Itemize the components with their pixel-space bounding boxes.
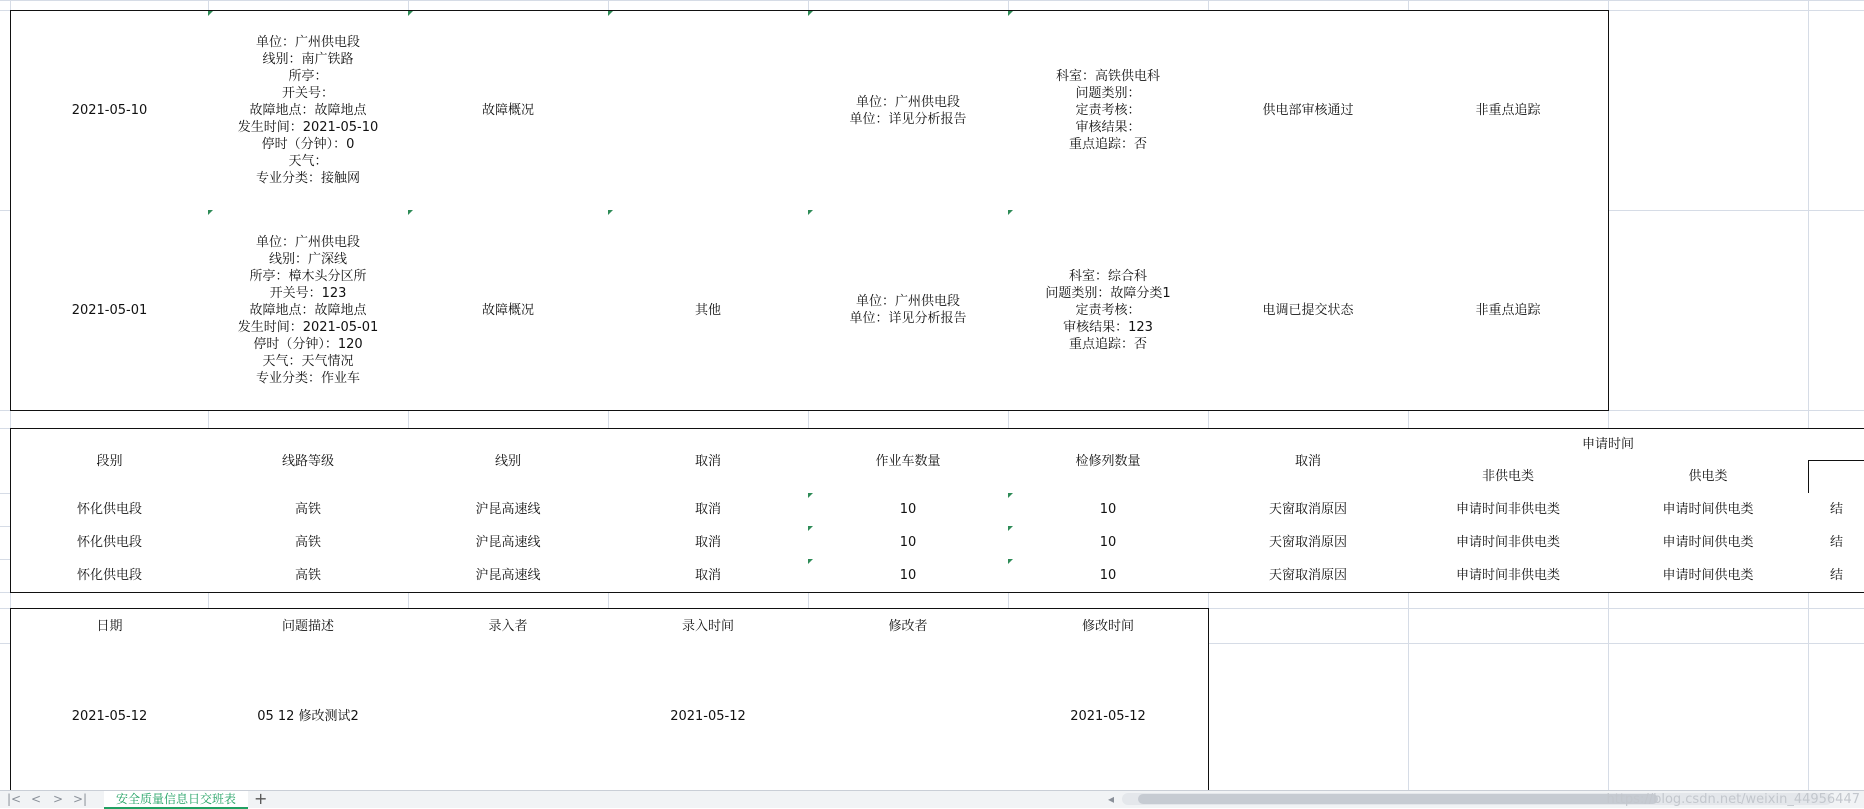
table-row-cell[interactable]: [608, 643, 809, 790]
column-header[interactable]: [808, 608, 1009, 644]
record-analysis-cell-text: 单位：广州供电段 单位：详见分析报告: [849, 94, 967, 127]
sub-header[interactable]: [1608, 460, 1809, 494]
record-dept-cell-text: 科室：高铁供电科 问题类别： 定责考核： 审核结果： 重点追踪：否: [1055, 69, 1160, 152]
record-date-cell[interactable]: [10, 210, 209, 411]
last-sheet-button[interactable]: >|: [72, 792, 88, 806]
comment-marker-icon: [808, 493, 813, 498]
sub-header-text: 供电类: [1688, 469, 1728, 484]
record-type-cell[interactable]: [608, 10, 809, 211]
table-row-cell[interactable]: [608, 526, 809, 560]
table-row-cell-text: 结: [1829, 535, 1843, 550]
column-header-text: 日期: [96, 618, 123, 634]
table-row-cell-text: 申请时间供电类: [1662, 535, 1754, 550]
table-row-cell-text: 高铁: [294, 502, 321, 517]
record-track-cell-text: 非重点追踪: [1475, 302, 1541, 318]
table-row-cell-text: 2021-05-12: [670, 709, 746, 724]
comment-marker-icon: [808, 526, 813, 531]
sheet-tab-bar: [0, 790, 1864, 808]
record-dept-cell[interactable]: [1008, 210, 1209, 411]
column-header-text: 取消: [694, 453, 721, 469]
table-row-cell-text: 怀化供电段: [76, 502, 142, 517]
table-row-cell-text: 10: [1099, 568, 1117, 583]
column-header-text: 修改者: [888, 618, 928, 634]
column-header[interactable]: [208, 608, 409, 644]
comment-marker-icon: [1008, 493, 1013, 498]
table-row-cell-text: 沪昆高速线: [475, 502, 541, 517]
record-type-cell-text: 其他: [694, 302, 721, 318]
comment-marker-icon: [208, 11, 213, 16]
record-info-cell[interactable]: [208, 210, 409, 411]
table-row-cell-text: 申请时间供电类: [1662, 568, 1754, 583]
comment-marker-icon: [1008, 526, 1013, 531]
column-header[interactable]: [1008, 428, 1209, 494]
comment-marker-icon: [608, 210, 613, 215]
column-header-text: 录入时间: [681, 618, 734, 634]
table-row-cell[interactable]: [608, 493, 809, 527]
record-status-cell-text: 供电部审核通过: [1262, 103, 1354, 118]
watermark-text: https://blog.csdn.net/weixin_44956447: [1606, 792, 1860, 807]
column-header[interactable]: [808, 428, 1009, 494]
table-row-cell[interactable]: [1408, 493, 1609, 527]
table-row-cell[interactable]: [808, 559, 1009, 593]
column-header[interactable]: [10, 608, 209, 644]
column-header[interactable]: [1208, 428, 1409, 494]
table-row-cell-text: 结: [1829, 568, 1843, 583]
table-row-cell[interactable]: [608, 559, 809, 593]
table-row-cell[interactable]: [10, 643, 209, 790]
record-track-cell[interactable]: [1408, 10, 1609, 211]
table-row-cell[interactable]: [1208, 493, 1409, 527]
table-row-cell-text: 取消: [694, 568, 721, 583]
add-sheet-button[interactable]: +: [254, 789, 268, 808]
record-track-cell[interactable]: [1408, 210, 1609, 411]
record-date-cell-text: 2021-05-10: [71, 103, 148, 118]
record-status-cell-text: 电调已提交状态: [1262, 302, 1354, 318]
column-header[interactable]: [608, 608, 809, 644]
gridline-vertical: [1808, 0, 1809, 790]
table-row-cell-text: 取消: [694, 535, 721, 550]
header-overflow-cell[interactable]: [1808, 428, 1864, 461]
comment-marker-icon: [808, 210, 813, 215]
record-type-cell[interactable]: [608, 210, 809, 411]
table-row-cell-text: 10: [1099, 502, 1117, 517]
table-row-cell-text: 沪昆高速线: [475, 535, 541, 550]
table-row-cell-text: 申请时间非供电类: [1455, 568, 1560, 583]
table-row-cell-text: 天窗取消原因: [1268, 568, 1347, 583]
table-row-cell-text: 10: [899, 568, 917, 583]
table-row-cell[interactable]: [10, 493, 209, 527]
table-row-cell-text: 怀化供电段: [76, 568, 142, 583]
table-row-cell[interactable]: [808, 643, 1009, 790]
record-info-cell[interactable]: [208, 10, 409, 211]
next-sheet-button[interactable]: >: [52, 792, 64, 806]
table-row-cell[interactable]: [1608, 493, 1809, 527]
horizontal-scrollbar-thumb[interactable]: [1138, 794, 1658, 804]
table-row-cell[interactable]: [208, 526, 409, 560]
comment-marker-icon: [408, 210, 413, 215]
prev-sheet-button[interactable]: <: [30, 792, 42, 806]
record-analysis-cell[interactable]: [808, 10, 1009, 211]
table-row-cell[interactable]: [408, 493, 609, 527]
record-status-cell[interactable]: [1208, 210, 1409, 411]
table-row-cell-text: 沪昆高速线: [475, 568, 541, 583]
table-row-cell-text: 怀化供电段: [76, 535, 142, 550]
table-row-cell[interactable]: [408, 643, 609, 790]
column-header[interactable]: [408, 428, 609, 494]
comment-marker-icon: [208, 210, 213, 215]
column-header-text: 检修列数量: [1075, 453, 1141, 469]
table-row-cell[interactable]: [208, 643, 409, 790]
record-overview-cell-text: 故障概况: [481, 103, 534, 118]
table-row-cell[interactable]: [808, 493, 1009, 527]
table-row-cell-text: 天窗取消原因: [1268, 535, 1347, 550]
first-sheet-button[interactable]: |<: [6, 792, 22, 806]
column-header-text: 录入者: [488, 618, 528, 634]
gridline-horizontal: [0, 0, 1864, 1]
table-row-cell[interactable]: [10, 559, 209, 593]
column-header-text: 修改时间: [1081, 618, 1134, 634]
scroll-left-arrow-icon[interactable]: ◂: [1108, 792, 1115, 806]
column-header-text: 取消: [1294, 453, 1321, 469]
sub-header[interactable]: [1408, 460, 1609, 494]
table-row-cell[interactable]: [1808, 559, 1864, 593]
record-date-cell-text: 2021-05-01: [71, 302, 148, 318]
table-row-cell[interactable]: [1208, 559, 1409, 593]
comment-marker-icon: [808, 11, 813, 16]
group-header-apply-time[interactable]: [1408, 428, 1809, 461]
column-header-text: 段别: [96, 453, 123, 469]
record-overview-cell-text: 故障概况: [481, 302, 534, 318]
table-row-cell-text: 申请时间非供电类: [1455, 535, 1560, 550]
record-dept-cell[interactable]: [1008, 10, 1209, 211]
record-info-cell-text: 单位：广州供电段 线别：南广铁路 所亭： 开关号： 故障地点：故障地点 发生时间：2021-05-10 停时（分钟）：0 天气： 专业分类：接触网: [237, 35, 379, 186]
comment-marker-icon: [1008, 11, 1013, 16]
table-row-cell[interactable]: [1008, 643, 1209, 790]
record-overview-cell[interactable]: [408, 10, 609, 211]
comment-marker-icon: [808, 559, 813, 564]
table-row-cell-text: 申请时间非供电类: [1455, 502, 1560, 517]
record-info-cell-text: 单位：广州供电段 线别：广深线 所亭：樟木头分区所 开关号：123 故障地点：故障地点 发生时间：2021-05-01 停时（分钟）：120 天气：天气情况 专业分类：作业车: [237, 234, 379, 386]
comment-marker-icon: [408, 11, 413, 16]
column-header-text: 线路等级: [281, 453, 334, 469]
column-header[interactable]: [1008, 608, 1209, 644]
table-row-cell[interactable]: [1808, 493, 1864, 527]
table-row-cell[interactable]: [10, 526, 209, 560]
table-row-cell-text: 2021-05-12: [1070, 709, 1146, 724]
table-row-cell[interactable]: [808, 526, 1009, 560]
table-row-cell-text: 10: [899, 502, 917, 517]
table-row-cell-text: 05 12 修改测试2: [257, 709, 359, 724]
record-analysis-cell-text: 单位：广州供电段 单位：详见分析报告: [849, 294, 967, 326]
comment-marker-icon: [1008, 559, 1013, 564]
table-row-cell[interactable]: [408, 526, 609, 560]
table-row-cell[interactable]: [1008, 559, 1209, 593]
table-row-cell[interactable]: [1608, 559, 1809, 593]
table-row-cell-text: 取消: [694, 502, 721, 517]
column-header-text: 线别: [494, 453, 521, 469]
table-row-cell[interactable]: [1608, 526, 1809, 560]
record-overview-cell[interactable]: [408, 210, 609, 411]
table-row-cell[interactable]: [208, 493, 409, 527]
table-row-cell-text: 高铁: [294, 535, 321, 550]
comment-marker-icon: [1008, 210, 1013, 215]
table-row-cell[interactable]: [1808, 526, 1864, 560]
table-row-cell-text: 申请时间供电类: [1662, 502, 1754, 517]
table-row-cell-text: 10: [1099, 535, 1117, 550]
table-row-cell-text: 高铁: [294, 568, 321, 583]
column-header[interactable]: [208, 428, 409, 494]
table-row-cell-text: 结: [1829, 502, 1843, 517]
table-row-cell[interactable]: [1208, 526, 1409, 560]
table-row-cell[interactable]: [1008, 526, 1209, 560]
sheet-tab-active[interactable]: 安全质量信息日交班表: [104, 791, 248, 809]
record-analysis-cell[interactable]: [808, 210, 1009, 411]
table-row-cell[interactable]: [408, 559, 609, 593]
column-header[interactable]: [608, 428, 809, 494]
column-header-text: 作业车数量: [875, 453, 941, 469]
table-row-cell-text: 10: [899, 535, 917, 550]
record-date-cell[interactable]: [10, 10, 209, 211]
column-header[interactable]: [408, 608, 609, 644]
table-row-cell-text: 天窗取消原因: [1268, 502, 1347, 517]
record-track-cell-text: 非重点追踪: [1475, 103, 1541, 118]
record-dept-cell-text: 科室：综合科 问题类别：故障分类1 定责考核： 审核结果：123 重点追踪：否: [1045, 268, 1171, 352]
comment-marker-icon: [608, 11, 613, 16]
table-row-cell[interactable]: [1408, 559, 1609, 593]
sub-header-text: 非供电类: [1481, 469, 1534, 484]
table-row-cell[interactable]: [1008, 493, 1209, 527]
table-row-cell[interactable]: [208, 559, 409, 593]
record-status-cell[interactable]: [1208, 10, 1409, 211]
column-header-text: 问题描述: [281, 618, 334, 634]
column-header[interactable]: [10, 428, 209, 494]
table-row-cell-text: 2021-05-12: [71, 709, 148, 724]
table-row-cell[interactable]: [1408, 526, 1609, 560]
group-header-text: 申请时间: [1581, 437, 1634, 452]
